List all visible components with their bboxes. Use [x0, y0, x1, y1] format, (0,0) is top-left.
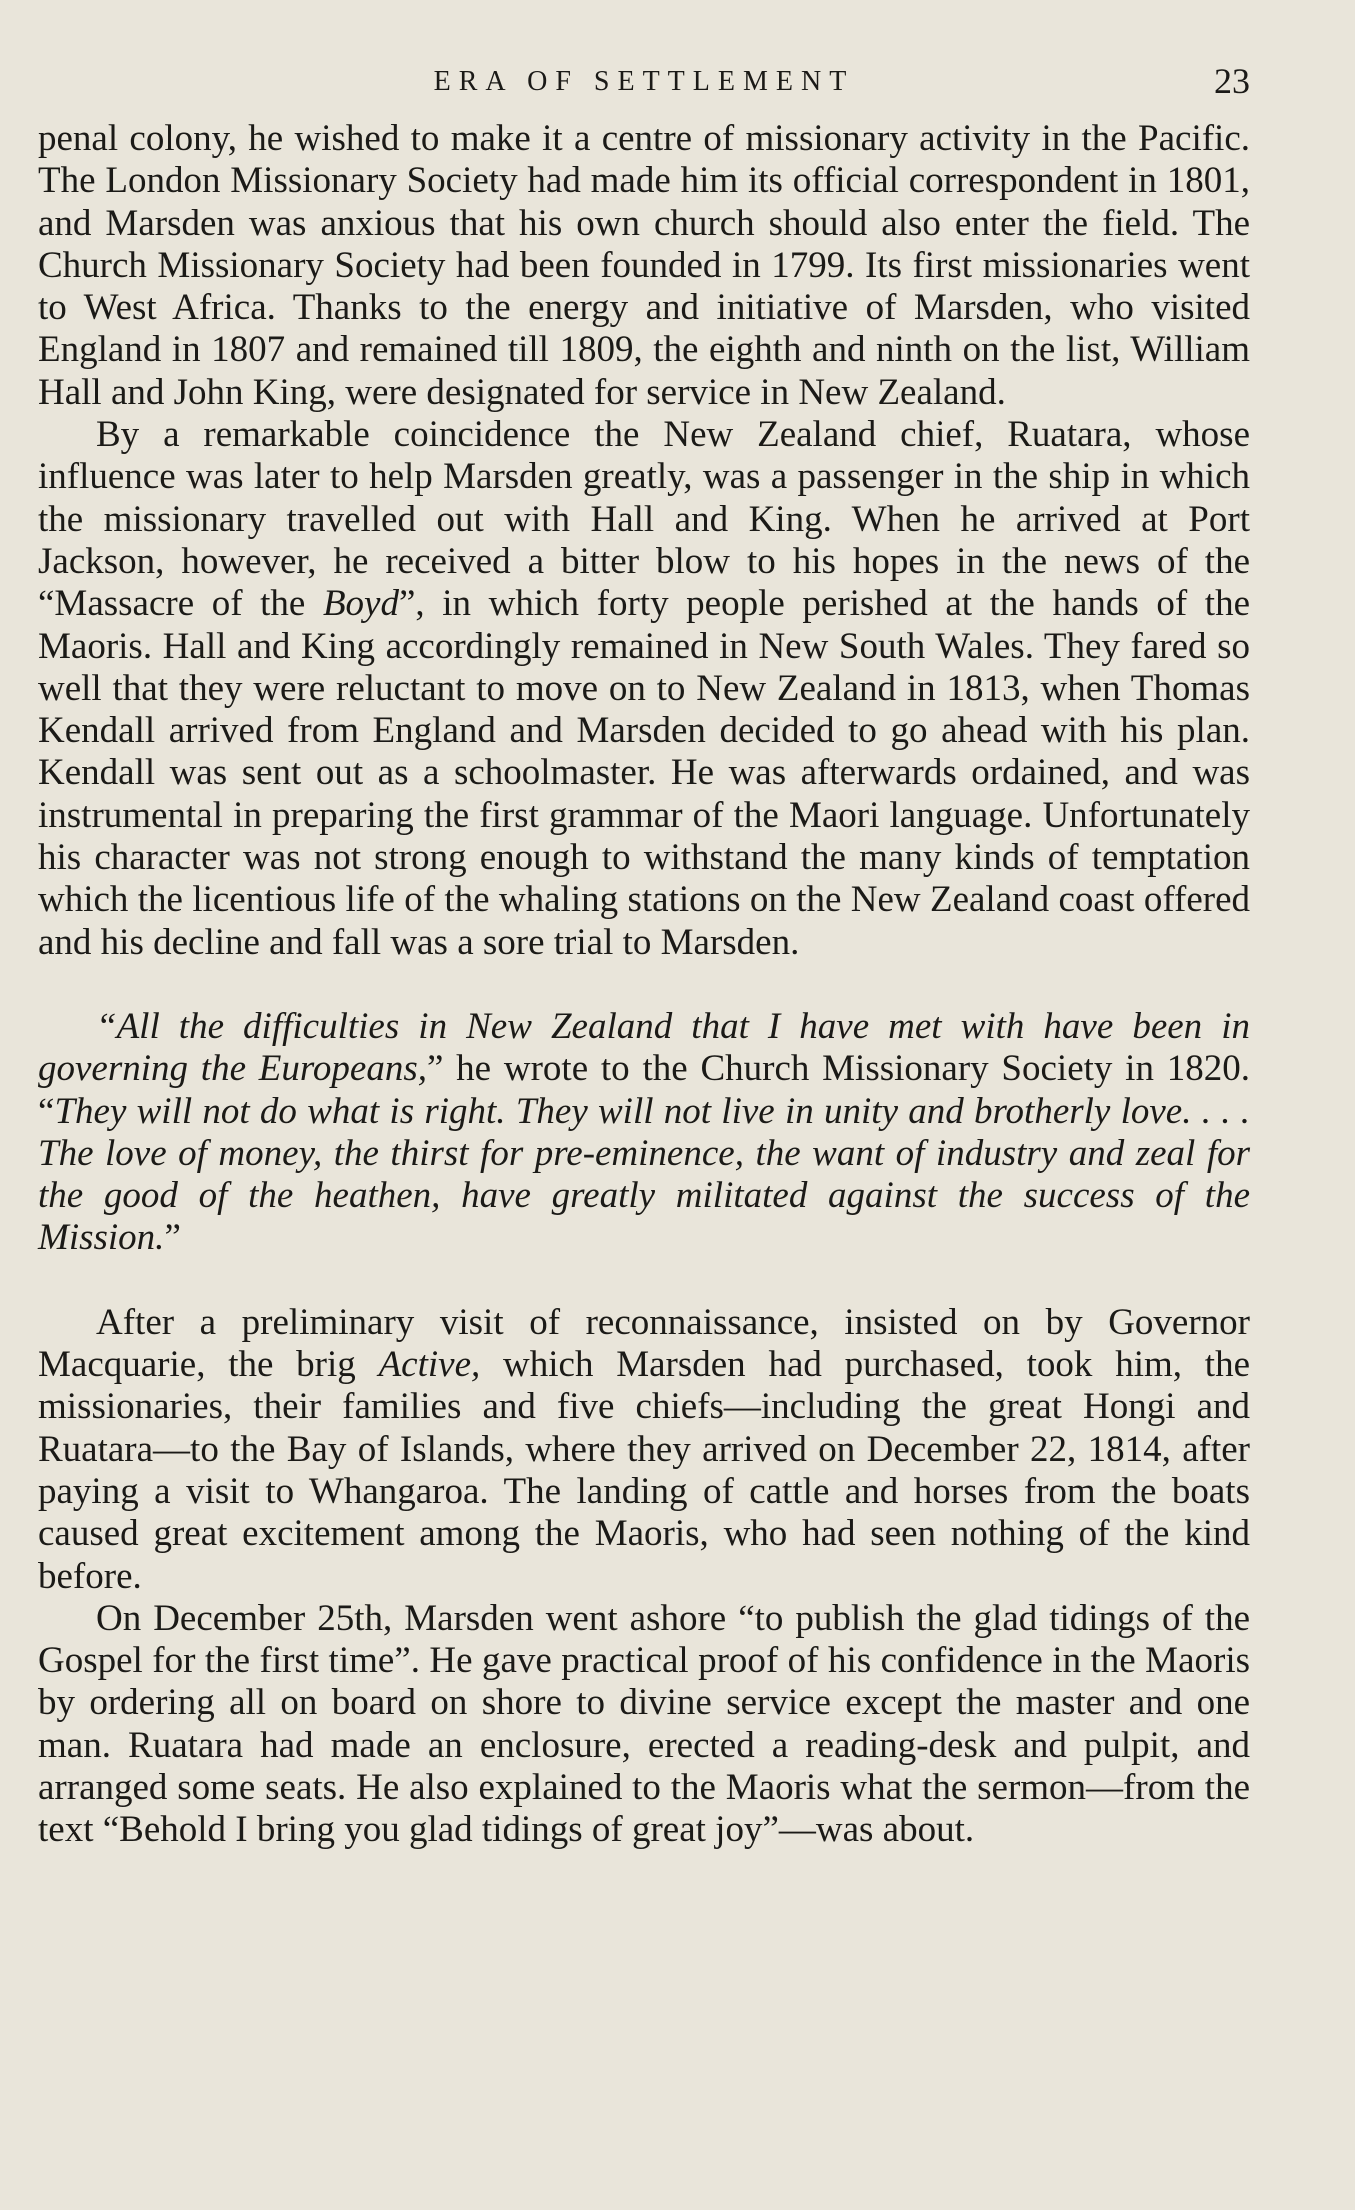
- paragraph-3-part-b: which Marsden had purchased, took him, the missionaries, their families and five chiefs—including the great Hongi and Ruatara—to the Bay of Islands, where they arrived on December 22, 1814, after paying a visit to Whangaroa. The landing of cattle and horses from the boats caused great excitement among the Maoris, who had seen nothing of the kind before.: [38, 1344, 1250, 1597]
- paragraph-2: [38, 414, 1250, 964]
- paragraph-3: [38, 1302, 1250, 1598]
- ship-name-boyd: Boyd: [322, 583, 399, 625]
- paragraph-1: penal colony, he wished to make it a centre of missionary activity in the Pacific. The London Missionary Society had made him its official correspondent in 1801, and Marsden was anxious that his own church should also enter the field. The Church Missionary Society had been founded in 1799. Its first missionaries went to West Africa. Thanks to the energy and initiative of Marsden, who visited England in 1807 and remained till 1809, the eighth and ninth on the list, William Hall and John King, were designated for service in New Zealand.: [38, 118, 1250, 413]
- running-head: [38, 58, 1250, 108]
- paragraph-2-part-b: ”, in which forty people perished at the hands of the Maoris. Hall and King accordingly remained in New South Wales. They fared so well that they were reluctant to move on to New Zealand in 1813, when Thomas Kendall arrived from England and Marsden decided to go ahead with his plan. Kendall was sent out as a schoolmaster. He was afterwards ordained, and was instrumental in preparing the first grammar of the Maori language. Unfortunately his character was not strong enough to withstand the many kinds of temptation which the licentious life of the whaling stations on the New Zealand coast offered and his decline and fall was a sore trial to Marsden.: [38, 583, 1250, 963]
- quote-part-c: They will not do what is right. They will not live in unity and brotherly love. . . . The love of money, the thirst for pre-eminence, the want of industry and zeal for the good of the heathen, have greatly militated against the success of the Mission.: [38, 1090, 1250, 1259]
- page-number: 23: [1214, 61, 1250, 101]
- quotation-paragraph: [38, 1006, 1250, 1260]
- paragraph-3-part-a: After a preliminary visit of reconnaissance, insisted on by Governor Macquarie, the brig: [38, 1301, 1250, 1386]
- quote-part-a: “All the difficulties in New Zealand that I have met with have been in governing the Europeans,: [38, 1005, 1250, 1090]
- quote-part-d: ”: [164, 1217, 181, 1259]
- ship-name-active: Active,: [378, 1344, 481, 1386]
- paragraph-4: On December 25th, Marsden went ashore “to publish the glad tidings of the Gospel for the first time”. He gave practical proof of his confidence in the Maoris by ordering all on board on shore to divine service except the master and one man. Ruatara had made an enclosure, erected a reading-desk and pulpit, and arranged some seats. He also explained to the Maoris what the sermon—from the text “Behold I bring you glad tidings of great joy”—was about.: [38, 1597, 1250, 1851]
- body-text: [38, 118, 1250, 1852]
- paragraph-2-part-a: By a remarkable coincidence the New Zealand chief, Ruatara, whose influence was later to help Marsden greatly, was a passenger in the ship in which the missionary travelled out with Hall and King. When he arrived at Port Jackson, however, he received a bitter blow to his hopes in the news of the “Massacre of the: [38, 414, 1250, 625]
- quote-part-b: ” he wrote to the Church Missionary Society in 1820. “: [38, 1048, 1250, 1132]
- running-title: ERA OF SETTLEMENT: [433, 66, 855, 97]
